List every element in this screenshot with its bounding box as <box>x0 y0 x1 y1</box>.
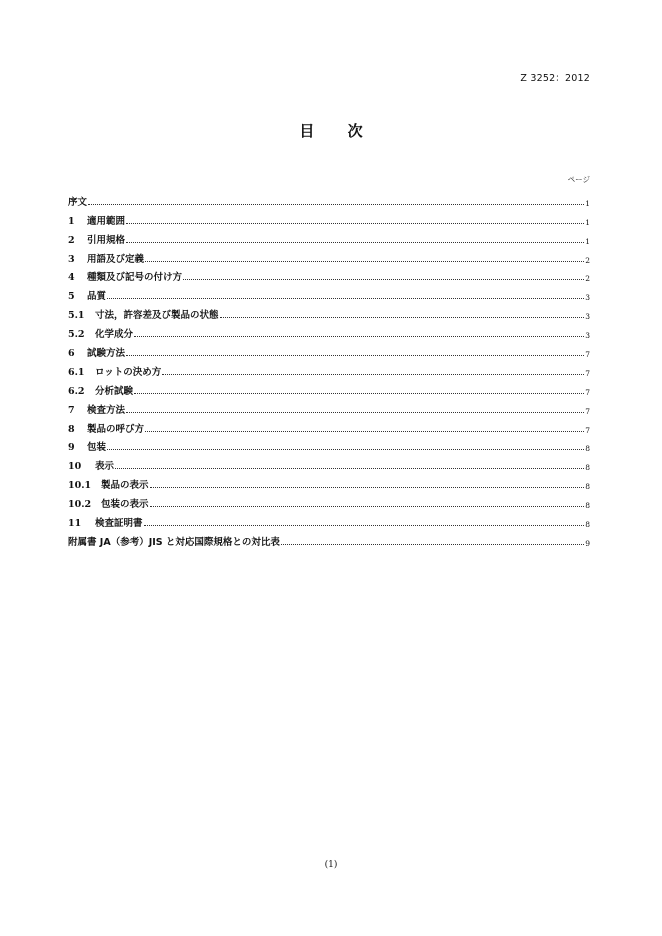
toc-entry-10[interactable] <box>68 453 590 472</box>
toc-entry-number: 10 <box>68 461 82 473</box>
toc-entry-label: 附属書 JA（参考）JIS と対応国際規格との対比表 <box>68 536 280 548</box>
toc-entry-preface[interactable] <box>68 189 590 208</box>
toc-entry-label: 用語及び定義 <box>87 253 145 265</box>
leader-dots <box>126 355 584 356</box>
toc-entry-page: 7 <box>585 406 590 416</box>
toc-entry-5-1[interactable] <box>68 302 590 321</box>
toc-entry-page: 1 <box>585 217 590 227</box>
leader-dots <box>150 487 585 488</box>
toc-entry-label: 引用規格 <box>87 234 126 246</box>
leader-dots <box>162 374 584 375</box>
leader-dots <box>134 393 584 394</box>
toc-entry-label: 寸法，許容差及び製品の状態 <box>95 310 219 322</box>
toc-entry-page: 2 <box>585 274 590 284</box>
toc-entry-page: 1 <box>585 198 590 208</box>
leader-dots <box>126 242 584 243</box>
toc-entry-number: 11 <box>68 518 82 530</box>
toc-entry-label: 試験方法 <box>87 348 126 360</box>
leader-dots <box>126 223 584 224</box>
toc-entry-8[interactable] <box>68 416 590 435</box>
leader-dots <box>115 468 584 469</box>
toc-entry-label: 分析試験 <box>95 385 134 397</box>
toc-entry-label: ロットの決め方 <box>95 366 162 378</box>
table-of-contents <box>68 189 590 548</box>
toc-entry-page: 8 <box>585 463 590 473</box>
toc-entry-number: 5 <box>68 291 75 303</box>
toc-entry-label: 製品の呼び方 <box>87 423 145 435</box>
page-column-label: ページ <box>567 175 590 184</box>
toc-entry-label: 包装の表示 <box>101 499 149 511</box>
leader-dots <box>220 317 585 318</box>
leader-dots <box>126 412 584 413</box>
toc-entry-label: 製品の表示 <box>101 480 149 492</box>
toc-entry-page: 3 <box>585 331 590 341</box>
toc-entry-page: 2 <box>585 255 590 265</box>
toc-entry-label: 包装 <box>87 442 107 454</box>
leader-dots <box>144 525 585 526</box>
toc-entry-2[interactable] <box>68 227 590 246</box>
toc-entry-number: 7 <box>68 404 75 416</box>
toc-entry-3[interactable] <box>68 246 590 265</box>
toc-entry-number: 5.1 <box>68 310 85 322</box>
toc-entry-label: 検査証明書 <box>95 518 143 530</box>
toc-entry-10-1[interactable] <box>68 472 590 491</box>
leader-dots <box>150 506 585 507</box>
toc-entry-9[interactable] <box>68 435 590 454</box>
toc-entry-page: 7 <box>585 368 590 378</box>
toc-entry-page: 8 <box>585 482 590 492</box>
toc-entry-label: 化学成分 <box>95 329 134 341</box>
toc-entry-4[interactable] <box>68 265 590 284</box>
toc-entry-7[interactable] <box>68 397 590 416</box>
toc-entry-5-2[interactable] <box>68 321 590 340</box>
page-title: 目 次 <box>299 122 377 140</box>
leader-dots <box>134 336 584 337</box>
toc-entry-number: 6 <box>68 348 75 360</box>
toc-entry-number: 10.2 <box>68 499 92 511</box>
toc-entry-page: 9 <box>585 538 590 548</box>
toc-entry-label: 適用範囲 <box>87 215 126 227</box>
toc-entry-5[interactable] <box>68 283 590 302</box>
leader-dots <box>107 298 584 299</box>
toc-entry-number: 6.2 <box>68 385 85 397</box>
toc-entry-number: 3 <box>68 253 75 265</box>
toc-entry-11[interactable] <box>68 510 590 529</box>
page-folio: (1) <box>324 860 338 870</box>
toc-entry-page: 7 <box>585 350 590 360</box>
leader-dots <box>145 431 584 432</box>
toc-entry-number: 1 <box>68 215 75 227</box>
toc-entry-page: 3 <box>585 293 590 303</box>
toc-entry-number: 8 <box>68 423 75 435</box>
leader-dots <box>145 261 584 262</box>
toc-entry-number: 2 <box>68 234 75 246</box>
toc-entry-label: 序文 <box>68 196 88 208</box>
toc-entry-number: 5.2 <box>68 329 85 341</box>
toc-entry-label: 種類及び記号の付け方 <box>87 272 183 284</box>
leader-dots <box>107 449 584 450</box>
toc-entry-6-1[interactable] <box>68 359 590 378</box>
toc-entry-page: 1 <box>585 236 590 246</box>
toc-entry-number: 9 <box>68 442 75 454</box>
toc-entry-number: 10.1 <box>68 480 92 492</box>
leader-dots <box>183 279 584 280</box>
toc-entry-page: 3 <box>585 312 590 322</box>
toc-entry-1[interactable] <box>68 208 590 227</box>
toc-entry-page: 8 <box>585 444 590 454</box>
toc-entry-annex-ja[interactable] <box>68 529 590 548</box>
leader-dots <box>281 544 584 545</box>
toc-entry-page: 7 <box>585 387 590 397</box>
toc-entry-label: 表示 <box>95 461 115 473</box>
toc-entry-10-2[interactable] <box>68 491 590 510</box>
leader-dots <box>88 204 584 205</box>
document-number: Z 3252：2012 <box>520 73 590 84</box>
toc-entry-6-2[interactable] <box>68 378 590 397</box>
toc-entry-label: 検査方法 <box>87 404 126 416</box>
toc-entry-page: 8 <box>585 501 590 511</box>
toc-entry-page: 8 <box>585 520 590 530</box>
toc-entry-number: 4 <box>68 272 75 284</box>
toc-entry-6[interactable] <box>68 340 590 359</box>
toc-entry-number: 6.1 <box>68 366 85 378</box>
toc-entry-label: 品質 <box>87 291 107 303</box>
toc-entry-page: 7 <box>585 425 590 435</box>
